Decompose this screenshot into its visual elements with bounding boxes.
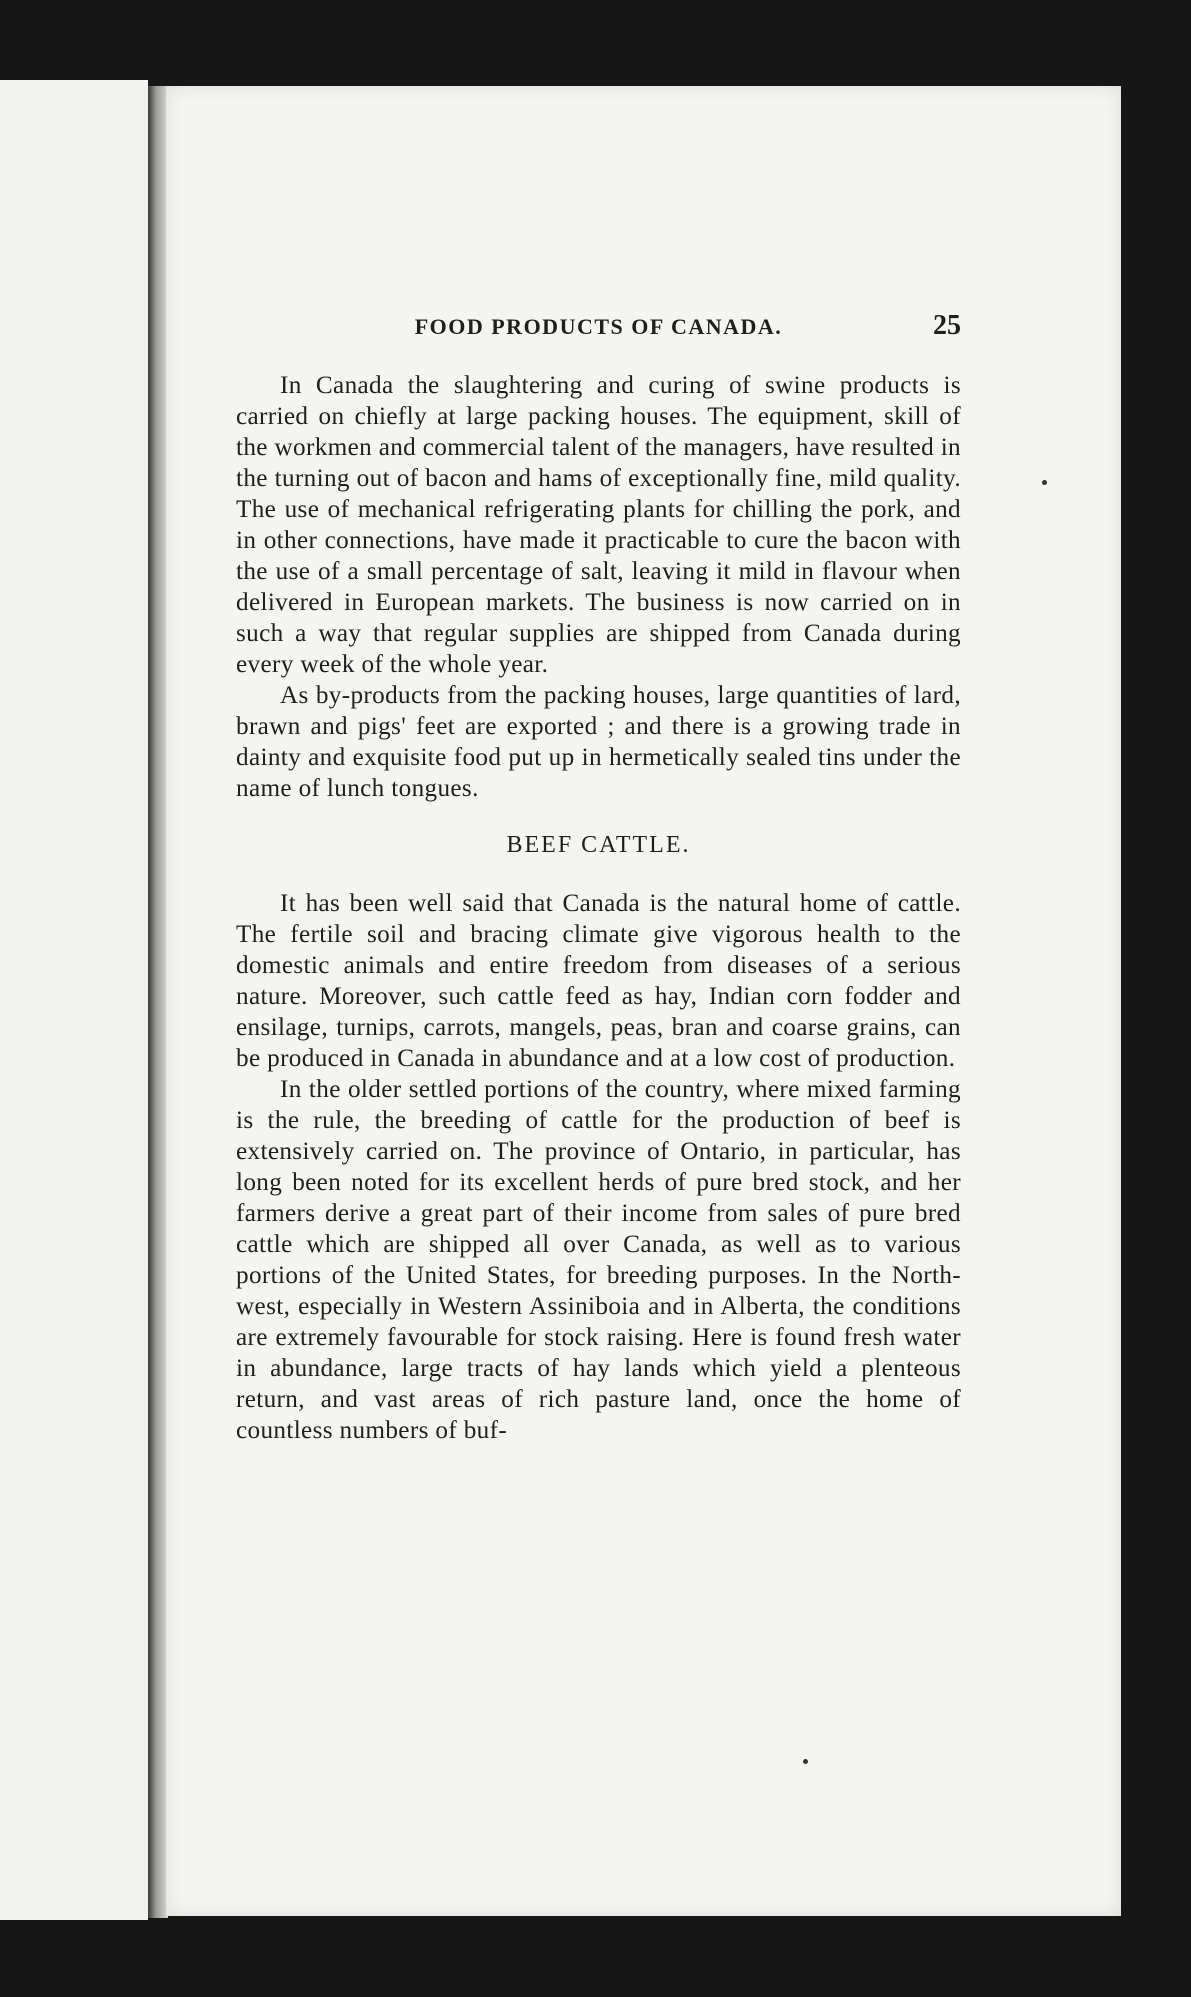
running-head: [236, 310, 961, 356]
section-heading-beef-cattle: BEEF CATTLE.: [506, 832, 691, 858]
running-title: FOOD PRODUCTS OF CANADA.: [414, 314, 783, 339]
paragraph-beef-cattle-breeding: In the older settled portions of the country, where mixed farming is the rule, the breeding of cattle for the production of beef is extensively carried on. The province of Ontario, in particular, has long been noted for its excellent herds of pure bred stock, and her farmers derive a great part of their income from sales of pure bred cattle which are shipped all over Canada, as well as to various portions of the United States, for breeding purposes. In the North-west, especially in Western Assiniboia and in Alberta, the conditions are extremely favourable for stock raising. Here is found fresh water in abundance, large tracts of hay lands which yield a plenteous return, and vast areas of rich pasture land, once the home of countless numbers of buf-: [236, 1076, 961, 1444]
paragraph-swine-products: In Canada the slaughtering and curing of swine products is carried on chiefly at large packing houses. The equipment, skill of the workmen and commercial talent of the managers, have resulted in the turning out of bacon and hams of exceptionally fine, mild quality. The use of mechanical refrigerating plants for chilling the pork, and in other connections, have made it practicable to cure the bacon with the use of a small percentage of salt, leaving it mild in flavour when delivered in European markets. The business is now carried on in such a way that regular supplies are shipped from Canada during every week of the whole year.: [236, 372, 961, 678]
paragraph-beef-cattle-home: It has been well said that Canada is the natural home of cattle. The fertile soil and bracing climate give vigorous health to the domestic animals and entire freedom from diseases of a serious nature. Moreover, such cattle feed as hay, Indian corn fodder and ensilage, turnips, carrots, mangels, peas, bran and coarse grains, can be produced in Canada in abundance and at a low cost of production.: [236, 890, 961, 1072]
page-number: 25: [933, 310, 961, 341]
left-page-edge: [0, 80, 148, 1920]
page-content: [236, 310, 961, 1446]
book-gutter: [148, 86, 168, 1918]
ink-speck: [803, 1759, 808, 1764]
book-page: [166, 86, 1121, 1916]
paragraph-by-products: As by-products from the packing houses, large quantities of lard, brawn and pigs' feet are exported ; and there is a growing trade in dainty and exquisite food put up in hermetically sealed tins under the name of lunch tongues.: [236, 682, 961, 802]
ink-speck: [1042, 480, 1047, 485]
